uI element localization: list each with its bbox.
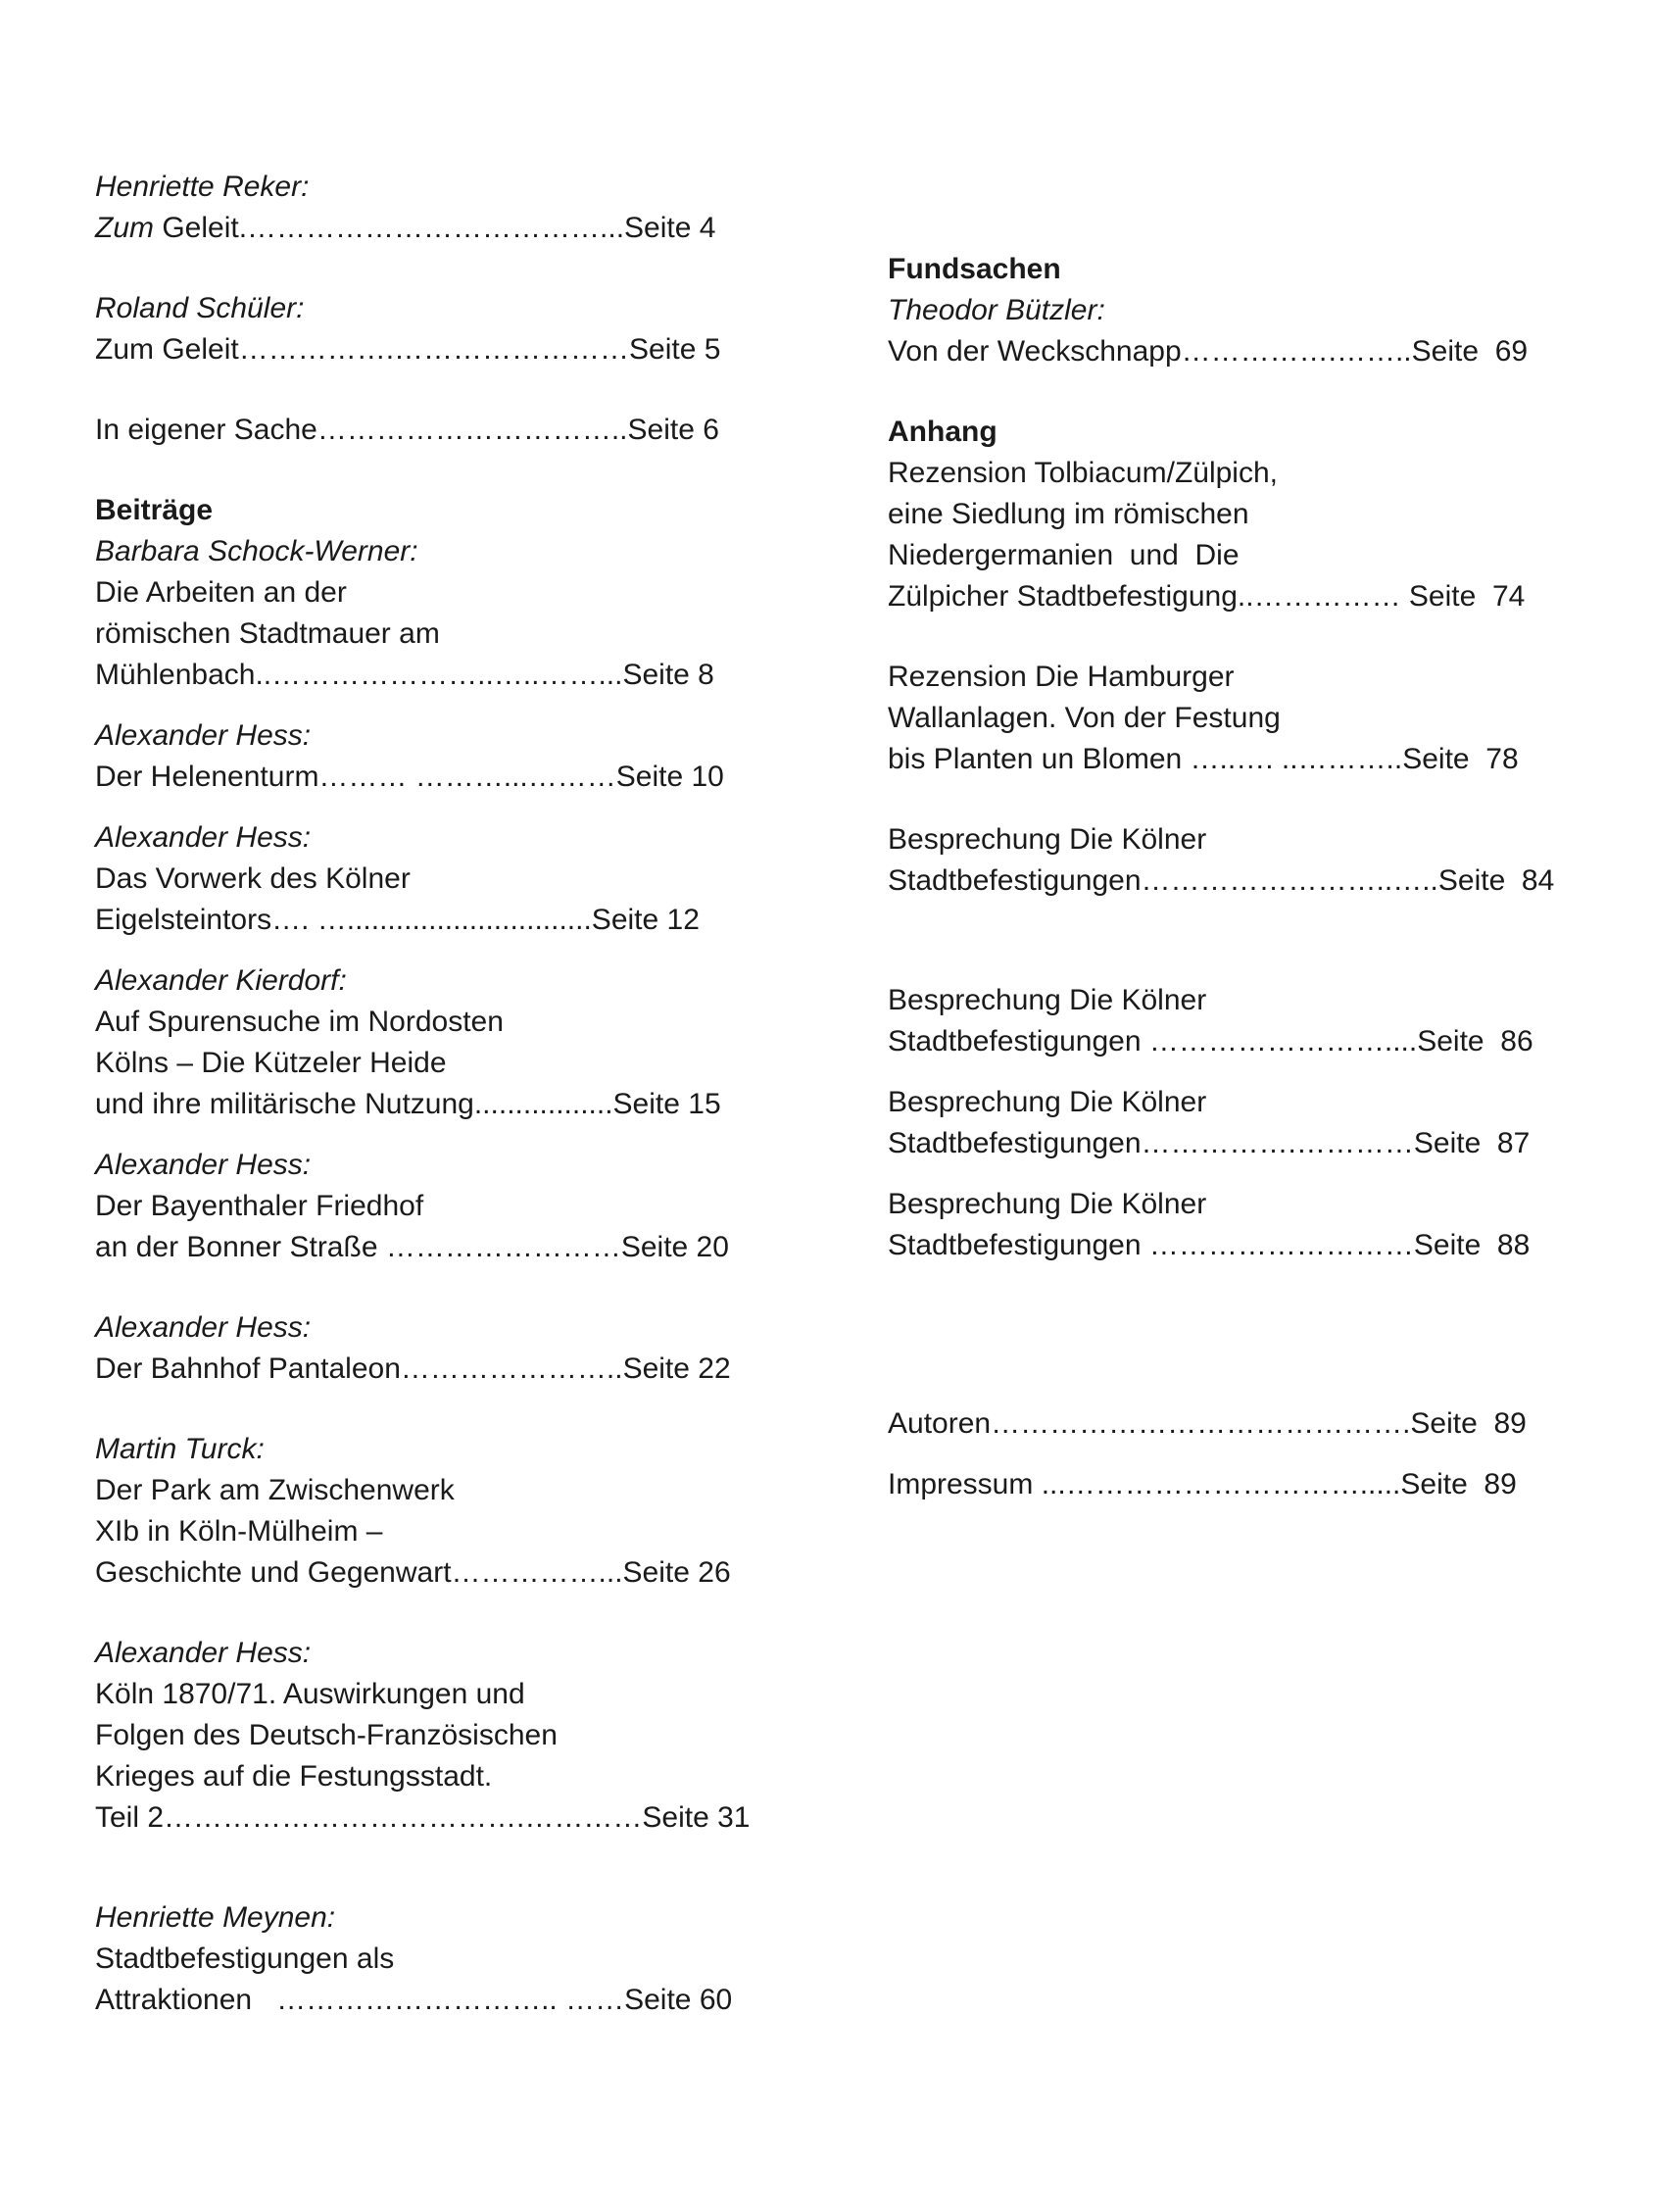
toc-entry-line: Impressum ...………………………….....Seite 89 xyxy=(888,1468,1517,1500)
toc-title-line: XIb in Köln-Mülheim – xyxy=(95,1515,383,1548)
section-heading: Anhang xyxy=(888,416,997,448)
author-name: Alexander Hess: xyxy=(95,821,312,854)
author-name: Alexander Hess: xyxy=(95,719,312,752)
toc-title-line: Köln 1870/71. Auswirkungen und xyxy=(95,1678,525,1710)
toc-title-line: Besprechung Die Kölner xyxy=(888,984,1207,1016)
toc-title-line: Auf Spurensuche im Nordosten xyxy=(95,1006,504,1038)
toc-entry-line: Mühlenbach..…………………..…..……...Seite 8 xyxy=(95,659,714,691)
toc-title-line: Kölns – Die Kützeler Heide xyxy=(95,1047,447,1079)
toc-title-line: Der Park am Zwischenwerk xyxy=(95,1474,455,1506)
author-name: Martin Turck: xyxy=(95,1433,265,1465)
author-name: Barbara Schock-Werner: xyxy=(95,535,418,567)
toc-entry-line: Geschichte und Gegenwart……………...Seite 26 xyxy=(95,1556,731,1589)
author-name: Theodor Bützler: xyxy=(888,294,1105,326)
toc-title-line: römischen Stadtmauer am xyxy=(95,617,440,650)
toc-entry-line: Stadtbefestigungen……………………..…..Seite 84 xyxy=(888,864,1555,897)
section-heading: Beiträge xyxy=(95,494,214,526)
author-name: Alexander Hess: xyxy=(95,1311,312,1344)
toc-entry-line: an der Bonner Straße ……………………Seite 20 xyxy=(95,1231,729,1263)
toc-entry-line xyxy=(95,208,801,249)
toc-entry-line: Teil 2……………………………….…………Seite 31 xyxy=(95,1801,751,1834)
toc-title-line: Besprechung Die Kölner xyxy=(888,1086,1207,1118)
toc-title-line: Rezension Tolbiacum/Zülpich, xyxy=(888,457,1278,489)
author-name: Henriette Meynen: xyxy=(95,1901,336,1934)
toc-entry-line: bis Planten un Blomen …..…. ..………..Seite 78 xyxy=(888,743,1519,775)
toc-title-line: Rezension Die Hamburger xyxy=(888,661,1235,693)
author-name: Alexander Hess: xyxy=(95,1637,312,1669)
author-name: Alexander Hess: xyxy=(95,1149,312,1181)
toc-title-line: Niedergermanien und Die xyxy=(888,539,1240,571)
toc-entry-line: Eigelsteintors…. …..............................Seite 12 xyxy=(95,904,700,936)
toc-entry-line: Zülpicher Stadtbefestigung..…………… Seite 74 xyxy=(888,580,1526,613)
toc-entry-line: Von der Weckschnapp…………….……..Seite 69 xyxy=(888,335,1529,368)
toc-title-line: eine Siedlung im römischen xyxy=(888,498,1249,530)
toc-entry-line: und ihre militärische Nutzung.................Seite 15 xyxy=(95,1088,721,1120)
author-name: Roland Schüler: xyxy=(95,292,305,324)
toc-entry-line: Attraktionen ……………………….. ……Seite 60 xyxy=(95,1984,733,2016)
toc-title-line: Besprechung Die Kölner xyxy=(888,1188,1207,1220)
toc-right-column xyxy=(888,167,1574,1505)
toc-entry-line: In eigener Sache…………………………..Seite 6 xyxy=(95,414,719,446)
author-name: Henriette Reker: xyxy=(95,171,310,203)
toc-left-column xyxy=(95,167,801,2021)
toc-title-line: Krieges auf die Festungsstadt. xyxy=(95,1760,493,1793)
toc-entry-line: Stadtbefestigungen ………………………Seite 88 xyxy=(888,1229,1531,1261)
toc-entry-line: Stadtbefestigungen…………….…………Seite 87 xyxy=(888,1127,1531,1159)
toc-entry-line: Der Bahnhof Pantaleon…………………..Seite 22 xyxy=(95,1352,731,1385)
toc-title-line: Die Arbeiten an der xyxy=(95,576,347,609)
toc-title-line: Besprechung Die Kölner xyxy=(888,823,1207,856)
toc-title-line: Der Bayenthaler Friedhof xyxy=(95,1190,424,1222)
toc-entry-line: Der Helenenturm……… ………...………Seite 10 xyxy=(95,761,724,793)
toc-entry-line: Stadtbefestigungen ……………………....Seite 86 xyxy=(888,1025,1533,1057)
entry-label-italic: Zum xyxy=(95,212,154,244)
entry-text: Geleit.………………………………...Seite 4 xyxy=(154,212,716,244)
toc-title-line: Stadtbefestigungen als xyxy=(95,1942,395,1975)
toc-title-line: Folgen des Deutsch-Französischen xyxy=(95,1719,558,1751)
toc-entry-line: Autoren…………………………………….Seite 89 xyxy=(888,1407,1527,1440)
toc-entry-line: Zum Geleit…………….……………………Seite 5 xyxy=(95,333,721,366)
toc-title-line: Wallanlagen. Von der Festung xyxy=(888,702,1281,734)
toc-title-line: Das Vorwerk des Kölner xyxy=(95,862,411,895)
author-name: Alexander Kierdorf: xyxy=(95,964,347,997)
section-heading: Fundsachen xyxy=(888,253,1061,285)
